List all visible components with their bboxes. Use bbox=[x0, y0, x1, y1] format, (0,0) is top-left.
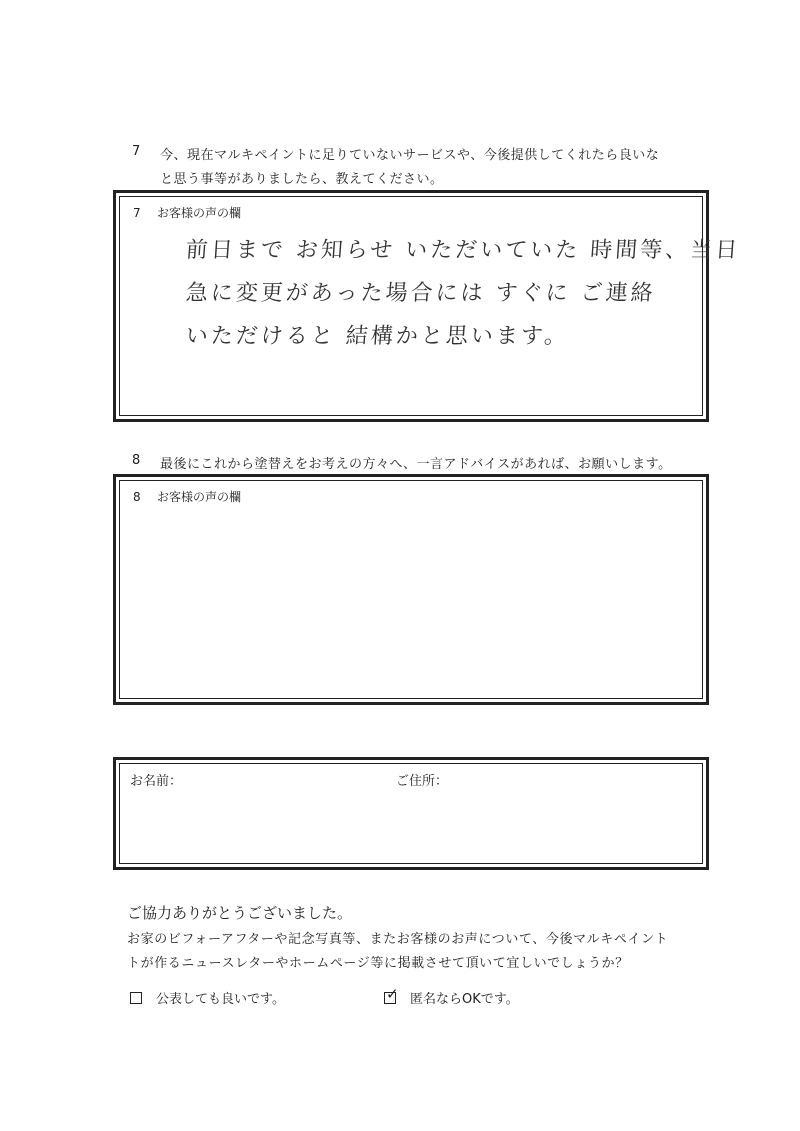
question-8-text: 最後にこれから塗替えをお考えの方々へ、一言アドバイスがあれば、お願いします。 bbox=[160, 457, 672, 472]
option-public[interactable] bbox=[130, 988, 285, 1007]
customer-voice-label: お客様の声の欄 bbox=[157, 490, 242, 504]
question-8-number: 8 bbox=[132, 453, 141, 468]
check-mark-icon: ✓ bbox=[386, 984, 399, 1003]
answer-box-8-label bbox=[133, 488, 241, 505]
name-label: お名前： bbox=[130, 774, 183, 789]
question-7-number: 7 bbox=[132, 144, 141, 159]
option-public-label: 公表しても良いです。 bbox=[156, 992, 285, 1007]
question-7 bbox=[132, 144, 732, 187]
question-8 bbox=[132, 453, 752, 473]
answer-box-8-number: 8 bbox=[133, 490, 141, 504]
answer-box-7-label bbox=[133, 204, 241, 221]
question-7-text-line1: 今、現在マルキペイントに足りていないサービスや、今後提供してくれたら良いな bbox=[160, 148, 660, 163]
consent-question-line1: お家のビフォーアフターや記念写真等、またお客様のお声について、今後マルキペイント bbox=[127, 932, 669, 947]
option-anonymous[interactable] bbox=[384, 984, 519, 1007]
answer-box-7-number: 7 bbox=[133, 206, 141, 220]
consent-question-line2: トが作るニュースレターやホームページ等に掲載させて頂いて宜しいでしょうか？ bbox=[127, 956, 629, 971]
customer-voice-label: お客様の声の欄 bbox=[157, 206, 242, 220]
answer-box-8 bbox=[113, 474, 709, 705]
handwritten-answer-line3: いただけると 結構かと思います。 bbox=[184, 324, 570, 349]
checkbox-anonymous[interactable] bbox=[384, 984, 399, 1004]
thanks-heading: ご協力ありがとうございました。 bbox=[127, 904, 353, 922]
answer-box-7 bbox=[113, 190, 742, 422]
option-anonymous-label: 匿名ならOKです。 bbox=[410, 992, 519, 1007]
question-7-text-line2: と思う事等がありましたら、教えてください。 bbox=[160, 172, 444, 187]
checkbox-public[interactable] bbox=[130, 992, 142, 1004]
address-label: ご住所： bbox=[396, 774, 449, 789]
handwritten-answer-line1: 前日まで お知らせ いただいていた 時間等、当日 bbox=[184, 238, 742, 263]
handwritten-answer-line2: 急に変更があった場合には すぐに ご連絡 bbox=[184, 281, 657, 306]
contact-box bbox=[113, 757, 709, 870]
